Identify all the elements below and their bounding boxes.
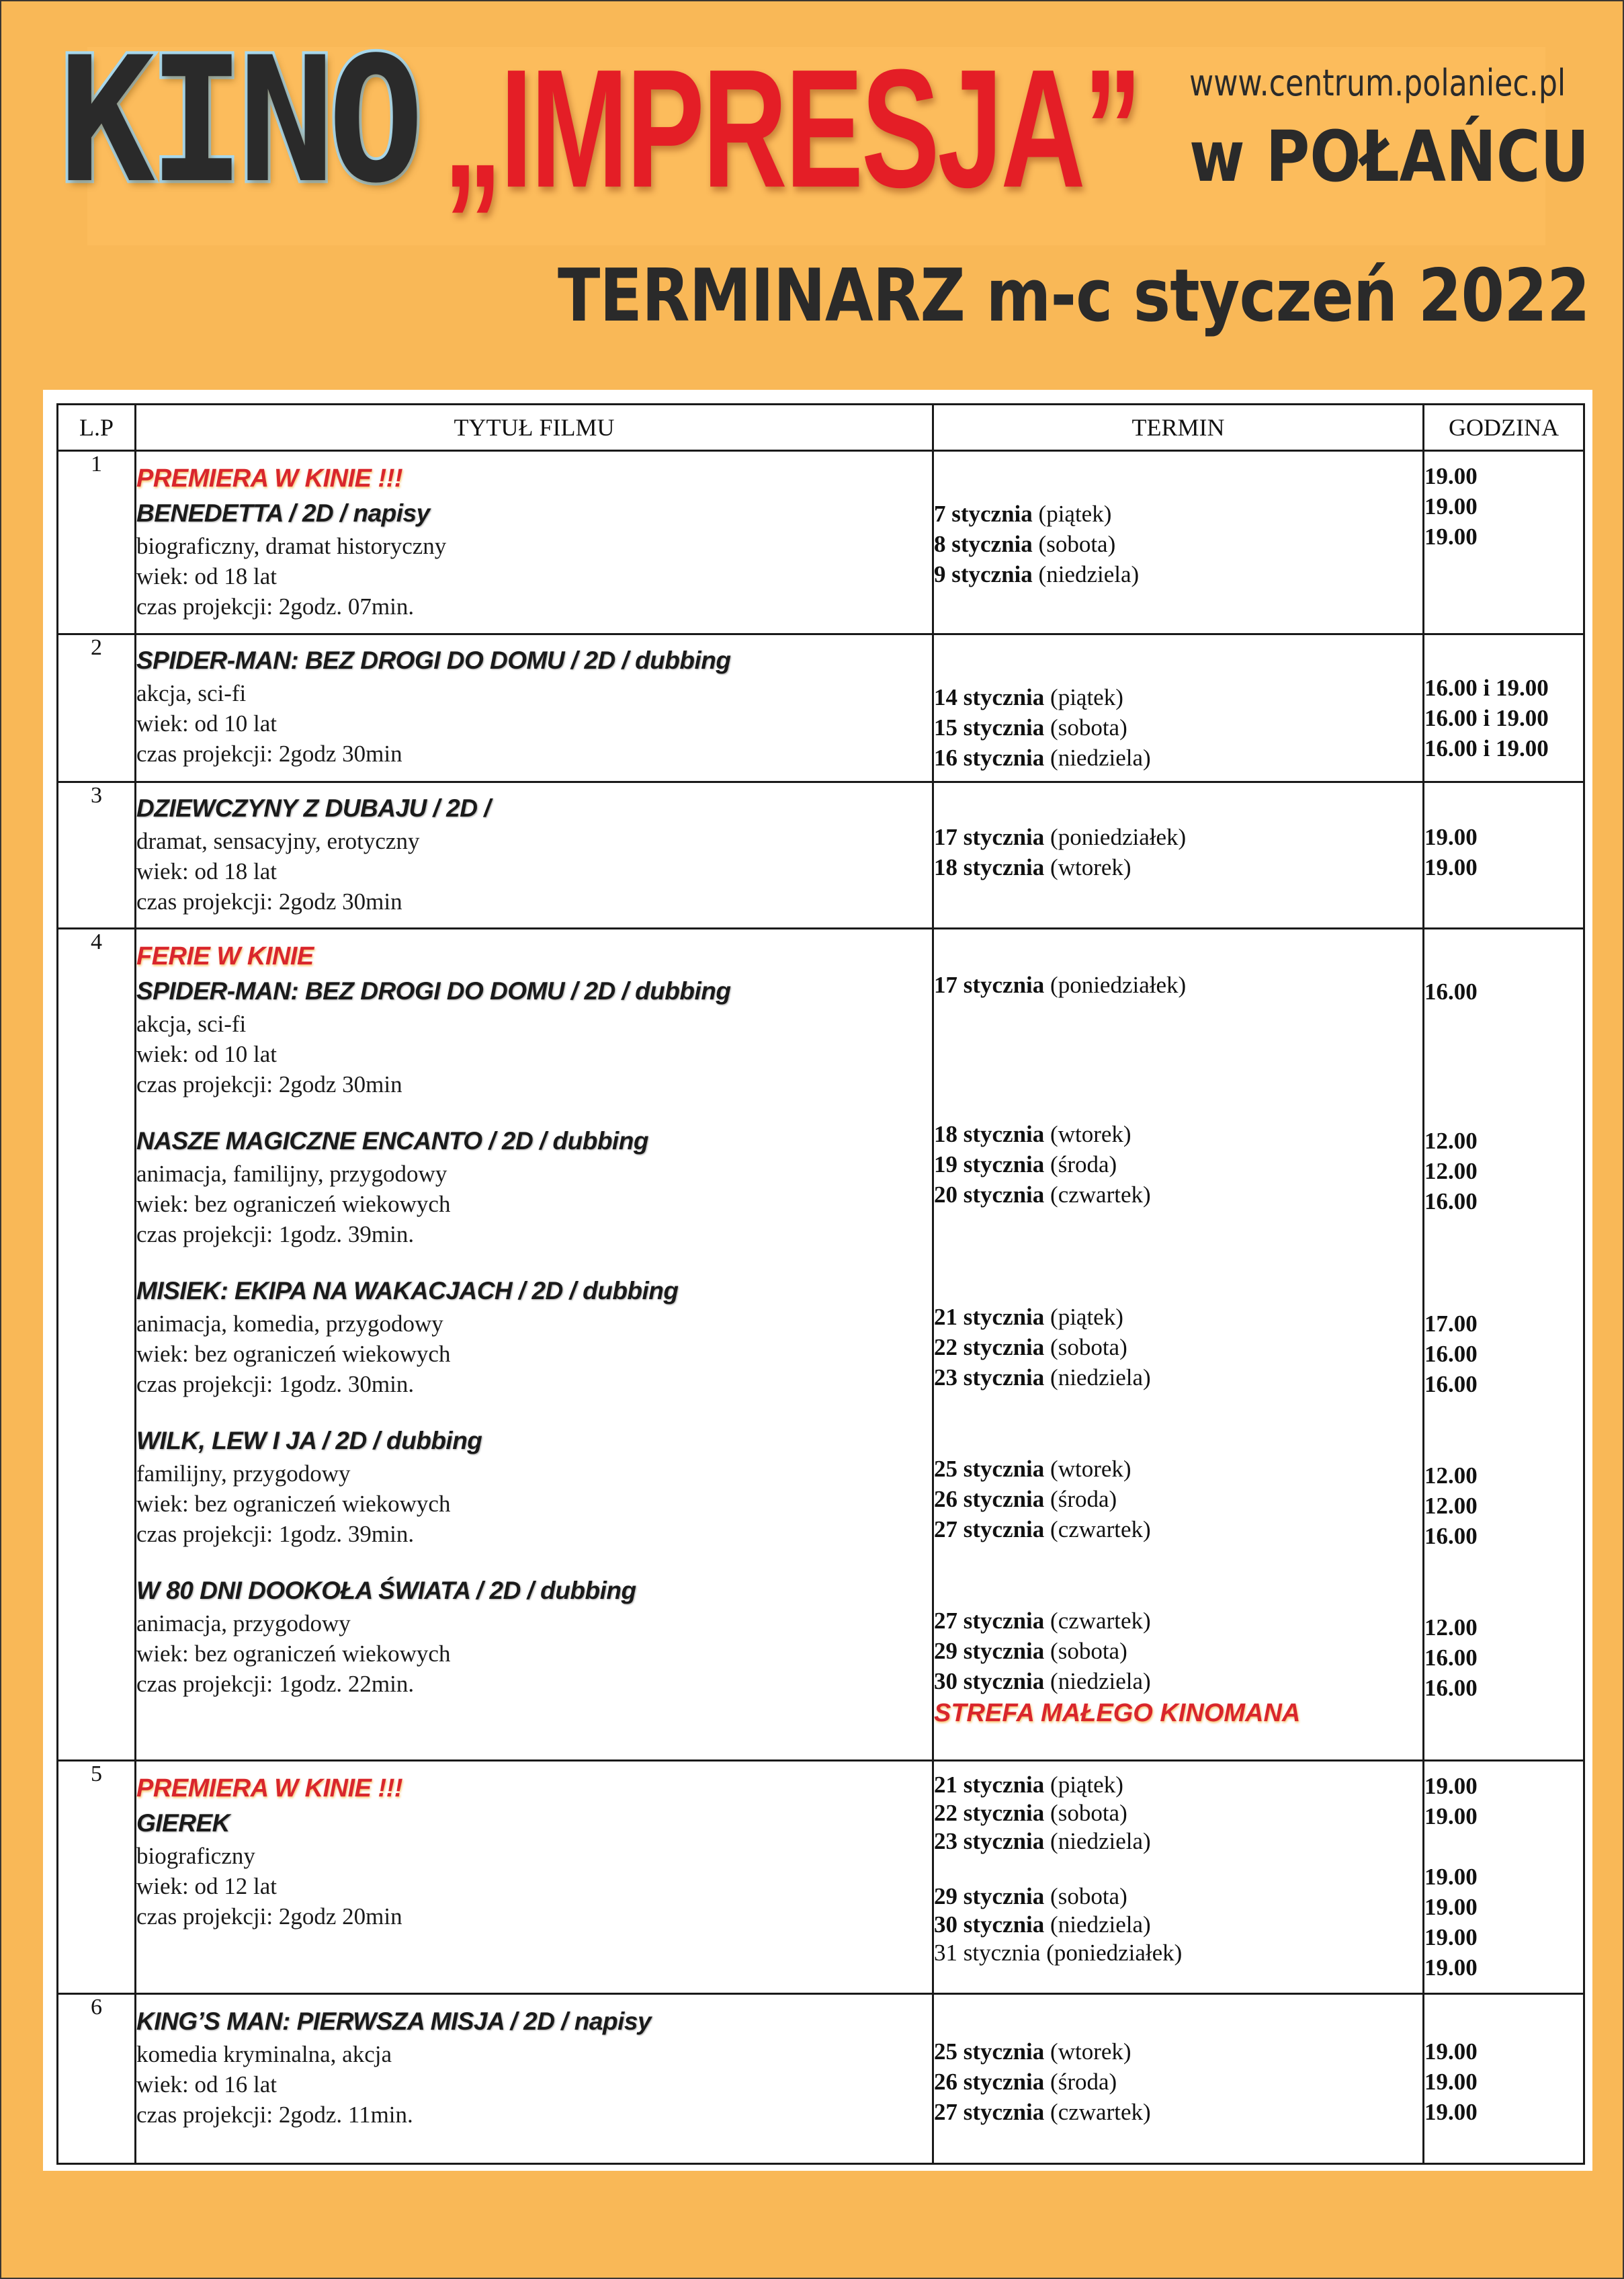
film-title: NASZE MAGICZNE ENCANTO / 2D / dubbing [136,1127,648,1155]
screening-date: 20 stycznia (czwartek) [934,1182,1151,1208]
screening-date: 30 stycznia (niedziela) [934,1911,1151,1938]
film-block [136,1124,932,1249]
film-duration: czas projekcji: 1godz. 30min. [136,1371,415,1397]
film-title: KING’S MAN: PIERWSZA MISJA / 2D / napisy [136,2007,652,2035]
screening-date: 27 stycznia (czwartek) [934,2099,1151,2125]
screening-hour: 12.00 [1424,1158,1478,1184]
screening-date: 8 stycznia (sobota) [934,531,1116,557]
film-duration: czas projekcji: 2godz. 11min. [136,2102,413,2128]
film-genre: komedia kryminalna, akcja [136,2041,392,2067]
screening-group [934,1606,1422,1730]
screening-hour: 19.00 [1424,2038,1478,2065]
screening-hour: 16.00 i 19.00 [1424,735,1549,761]
film-cell [136,1994,933,2164]
screening-date: 7 stycznia (piątek) [934,501,1112,527]
film-genre: dramat, sensacyjny, erotyczny [136,828,420,854]
screening-hour: 12.00 [1424,1493,1478,1519]
screening-date: 23 stycznia (niedziela) [934,1364,1151,1391]
film-age: wiek: od 12 lat [136,1873,277,1899]
film-age: wiek: od 16 lat [136,2071,277,2098]
film-block [136,1423,932,1549]
column-header-hour: GODZINA [1424,405,1584,451]
film-duration: czas projekcji: 1godz. 22min. [136,1671,415,1697]
schedule-title: TERMINARZ m-c styczeń 2022 [558,254,1590,338]
screening-hour: 19.00 [1424,2099,1478,2125]
screening-group [934,1454,1422,1606]
film-title: DZIEWCZYNY Z DUBAJU / 2D / [136,794,490,822]
screening-hour: 16.00 [1424,1341,1478,1367]
screening-hour: 16.00 [1424,1675,1478,1701]
term-cell [933,451,1424,634]
screening-date: 21 stycznia (piątek) [934,1772,1123,1798]
screening-date: 27 stycznia (czwartek) [934,1608,1151,1634]
screening-hour: 12.00 [1424,1128,1478,1154]
row-number: 1 [58,451,136,634]
screening-hour: 12.00 [1424,1462,1478,1489]
film-title: SPIDER-MAN: BEZ DROGI DO DOMU / 2D / dubbing [136,647,731,674]
film-age: wiek: od 10 lat [136,1041,277,1067]
screening-group [934,970,1422,1119]
screening-date: 30 stycznia (niedziela) [934,1668,1151,1694]
screening-hour: 16.00 i 19.00 [1424,675,1549,701]
screening-hour: 16.00 [1424,1523,1478,1549]
film-age: wiek: bez ograniczeń wiekowych [136,1191,451,1217]
hour-cell [1424,451,1584,634]
film-cell [136,782,933,929]
film-duration: czas projekcji: 2godz 20min [136,1903,402,1930]
film-genre: biograficzny, dramat historyczny [136,533,447,559]
screening-date: 17 stycznia (poniedziałek) [934,972,1187,998]
screening-hour: 16.00 [1424,979,1478,1005]
hour-group [1424,1460,1583,1612]
hour-group [1424,1309,1583,1460]
film-cell [136,451,933,634]
table-row [58,451,1584,634]
screening-hour: 19.00 [1424,493,1478,520]
screening-group [934,1119,1422,1302]
screening-hour: 16.00 [1424,1371,1478,1397]
row-number: 3 [58,782,136,929]
column-header-term: TERMIN [933,405,1424,451]
screening-date: 18 stycznia (wtorek) [934,1121,1131,1147]
screening-date: 29 stycznia (sobota) [934,1638,1127,1664]
screening-date: 25 stycznia (wtorek) [934,1456,1131,1482]
hour-cell [1424,634,1584,782]
screening-group [934,1302,1422,1454]
brand-word: KINO [59,20,418,222]
ferie-tag: FERIE W KINIE [136,942,314,970]
table-row [58,782,1584,929]
column-header-lp: L.P [58,405,136,451]
film-genre: biograficzny [136,1843,255,1869]
screening-date: 22 stycznia (sobota) [934,1800,1127,1826]
film-genre: animacja, familijny, przygodowy [136,1161,447,1187]
film-block [136,1274,932,1399]
schedule-table [56,403,1585,2165]
hour-cell [1424,782,1584,929]
brand-name: „IMPRESJA” [443,34,1140,223]
screening-hour: 19.00 [1424,2069,1478,2095]
table-header-row [58,405,1584,451]
schedule-panel [43,390,1592,2171]
screening-hour: 19.00 [1424,854,1478,880]
film-genre: animacja, przygodowy [136,1610,351,1636]
film-cell [136,634,933,782]
film-genre: animacja, komedia, przygodowy [136,1311,443,1337]
film-duration: czas projekcji: 1godz. 39min. [136,1521,415,1547]
screening-date: 29 stycznia (sobota) [934,1883,1127,1909]
film-age: wiek: od 18 lat [136,858,277,884]
screening-hour: 19.00 [1424,824,1478,850]
screening-date: 17 stycznia (poniedziałek) [934,824,1187,850]
premiere-tag: PREMIERA W KINIE !!! [136,464,403,493]
premiere-tag: PREMIERA W KINIE !!! [136,1774,403,1803]
film-title: SPIDER-MAN: BEZ DROGI DO DOMU / 2D / dubbing [136,977,731,1005]
hour-group [1424,1126,1583,1309]
screening-date: 22 stycznia (sobota) [934,1334,1127,1360]
screening-hour: 16.00 [1424,1645,1478,1671]
film-cell [136,929,933,1761]
film-title: WILK, LEW I JA / 2D / dubbing [136,1427,482,1454]
screening-date: 31 stycznia (poniedziałek) [934,1940,1183,1966]
screening-hour: 17.00 [1424,1311,1478,1337]
screening-date: 26 stycznia (środa) [934,2069,1117,2095]
film-cell [136,1761,933,1994]
film-age: wiek: bez ograniczeń wiekowych [136,1341,451,1367]
screening-hour: 19.00 [1424,1864,1478,1890]
table-row [58,634,1584,782]
screening-date: 16 stycznia (niedziela) [934,745,1151,771]
film-age: wiek: od 10 lat [136,710,277,737]
screening-hour: 19.00 [1424,1894,1478,1920]
film-block [136,1573,932,1699]
film-title: GIEREK [136,1809,230,1837]
film-block [136,974,932,1100]
term-cell [933,929,1424,1761]
website-link[interactable]: www.centrum.polaniec.pl [1189,62,1566,104]
term-cell [933,1761,1424,1994]
screening-hour: 19.00 [1424,1803,1478,1829]
film-title: MISIEK: EKIPA NA WAKACJACH / 2D / dubbing [136,1277,679,1304]
film-age: wiek: bez ograniczeń wiekowych [136,1491,451,1517]
film-duration: czas projekcji: 2godz. 07min. [136,593,415,620]
screening-date: 21 stycznia (piątek) [934,1304,1123,1330]
film-genre: akcja, sci-fi [136,680,247,706]
hour-group [1424,977,1583,1126]
film-age: wiek: od 18 lat [136,563,277,589]
screening-date: 27 stycznia (czwartek) [934,1516,1151,1542]
screening-hour: 16.00 i 19.00 [1424,705,1549,731]
screening-hour: 19.00 [1424,524,1478,550]
screening-hour: 19.00 [1424,463,1478,489]
screening-hour: 19.00 [1424,1954,1478,1981]
column-header-title: TYTUŁ FILMU [136,405,933,451]
table-row [58,1994,1584,2164]
film-genre: akcja, sci-fi [136,1011,247,1037]
row-number: 2 [58,634,136,782]
screening-date: 15 stycznia (sobota) [934,714,1127,741]
screening-hour: 16.00 [1424,1188,1478,1214]
screening-hour: 19.00 [1424,1773,1478,1799]
term-cell [933,782,1424,929]
screening-date: 9 stycznia (niedziela) [934,561,1140,587]
film-duration: czas projekcji: 2godz 30min [136,741,402,767]
term-cell [933,634,1424,782]
hour-cell [1424,929,1584,1761]
screening-date: 14 stycznia (piątek) [934,684,1123,710]
screening-date: 26 stycznia (środa) [934,1486,1117,1512]
table-row [58,929,1584,1761]
film-title: BENEDETTA / 2D / napisy [136,499,430,527]
screening-date: 19 stycznia (środa) [934,1151,1117,1177]
film-duration: czas projekcji: 1godz. 39min. [136,1221,415,1247]
film-duration: czas projekcji: 2godz 30min [136,888,402,915]
screening-hour: 12.00 [1424,1614,1478,1641]
screening-hour: 19.00 [1424,1924,1478,1950]
film-genre: familijny, przygodowy [136,1460,351,1487]
hour-cell [1424,1994,1584,2164]
film-age: wiek: bez ograniczeń wiekowych [136,1641,451,1667]
row-number: 6 [58,1994,136,2164]
row-number: 4 [58,929,136,1761]
screening-date: 25 stycznia (wtorek) [934,2038,1131,2065]
town-label: w POŁAŃCU [1189,116,1590,198]
screening-date: 18 stycznia (wtorek) [934,854,1131,880]
screening-date: 23 stycznia (niedziela) [934,1828,1151,1854]
row-number: 5 [58,1761,136,1994]
term-cell [933,1994,1424,2164]
hour-cell [1424,1761,1584,1994]
film-title: W 80 DNI DOOKOŁA ŚWIATA / 2D / dubbing [136,1577,636,1604]
table-row [58,1761,1584,1994]
film-duration: czas projekcji: 2godz 30min [136,1071,402,1097]
kids-zone-note: STREFA MAŁEGO KINOMANA [934,1699,1301,1727]
hour-group [1424,1612,1583,1703]
